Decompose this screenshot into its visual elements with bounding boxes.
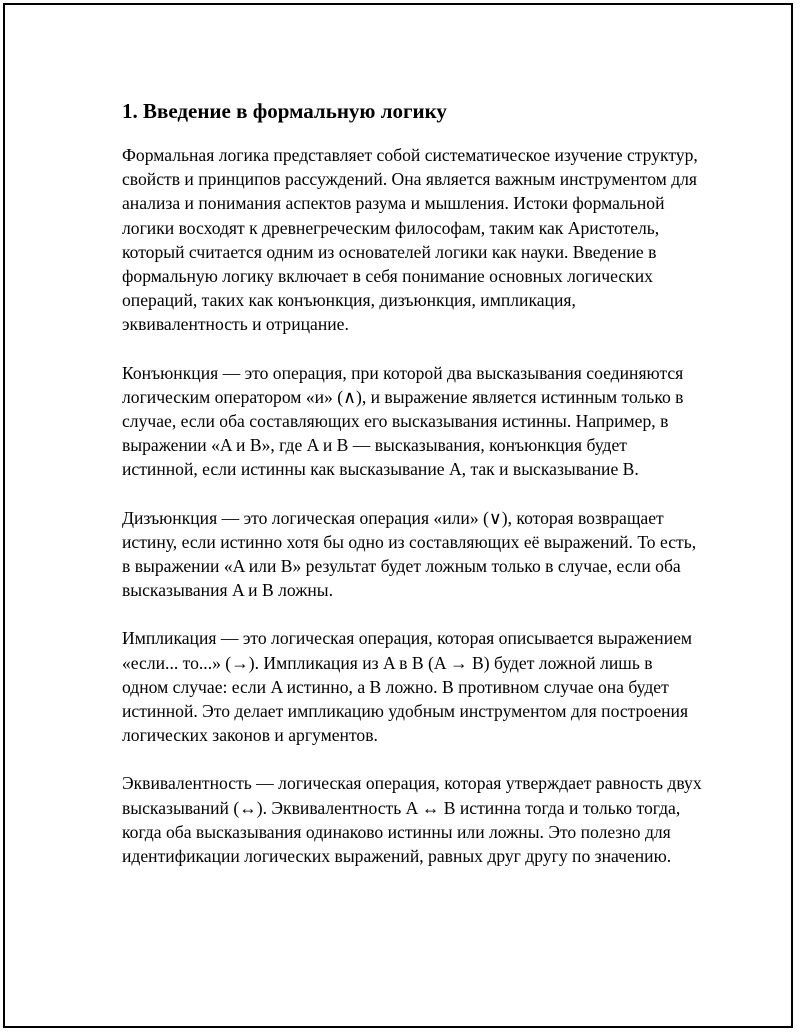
- paragraph-implication: Импликация — это логическая операция, которая описывается выражением «если... то...» (→). Импликация из A в B (A → B) будет ложной лишь в одном случае: если A истинно, а B ложно. В противном случае она будет истинной. Это делает импликацию удобным инструментом для построения логических законов и аргументов.: [122, 628, 693, 746]
- paragraph-conjunction: Конъюнкция — это операция, при которой два высказывания соединяются логическим оператором «и» (∧), и выражение является истинным только в случае, если оба составляющих его высказывания истинны. Например, в выражении «A и B», где A и B — высказывания, конъюнкция будет истинной, если истинны как высказывание A, так и высказывание B.: [122, 362, 684, 480]
- document-body: [122, 97, 702, 892]
- paragraph-equivalence: Эквивалентность — логическая операция, которая утверждает равность двух высказываний (↔). Эквивалентность A ↔ B истинна тогда и только тогда, когда оба высказывания одинаково истинны или ложны. Это полезно для идентификации логических выражений, равных друг другу по значению.: [122, 773, 702, 867]
- paragraph-intro: Формальная логика представляет собой систематическое изучение структур, свойств и принципов рассуждений. Она является важным инструментом для анализа и понимания аспектов разума и мышления. Истоки формальной логики восходят к древнегреческим философам, таким как Аристотель, который считается одним из основателей логики как науки. Введение в формальную логику включает в себя понимание основных логических операций, таких как конъюнкция, дизъюнкция, импликация, эквивалентность и отрицание.: [122, 145, 698, 335]
- paragraph-disjunction: Дизъюнкция — это логическая операция «или» (∨), которая возвращает истину, если истинно хотя бы одно из составляющих её выражений. То есть, в выражении «A или B» результат будет ложным только в случае, если оба высказывания A и B ложны.: [122, 507, 697, 601]
- page-frame: [3, 3, 793, 1028]
- section-heading: 1. Введение в формальную логику: [122, 99, 447, 123]
